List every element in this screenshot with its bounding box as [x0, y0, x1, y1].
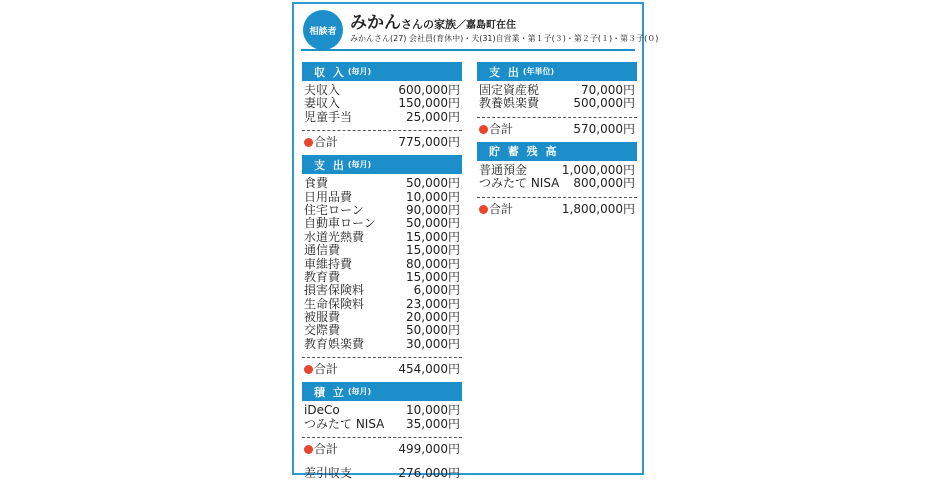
monthly-expense-unit: (毎月) — [347, 160, 372, 170]
list-item: 交際費 50,000円 — [304, 323, 460, 338]
family-members: みかんさん(27) 会社員(育休中)・夫(31)自営業・第１子(３)・第２子(１)・第３子(０) — [350, 34, 659, 43]
list-item: 児童手当 25,000円 — [304, 109, 460, 124]
yearly-expense-title: 支 出 — [489, 65, 521, 79]
consultant-badge: 相談者 — [303, 10, 343, 50]
family-suffix: さんの家族 — [401, 18, 456, 31]
monthly-expense-total: 合計 454,000円 — [302, 362, 462, 376]
bullet-dot-icon — [304, 138, 313, 147]
bullet-dot-icon — [304, 445, 313, 454]
dashed-divider — [477, 117, 637, 118]
list-item: 固定資産税 70,000円 — [479, 83, 635, 97]
right-column — [477, 62, 637, 222]
savings-header — [302, 382, 462, 401]
income-title: 収 入 — [314, 65, 346, 79]
yearly-expense-unit: (年単位) — [522, 67, 555, 76]
income-section — [302, 62, 462, 149]
list-item: 普通預金 1,000,000円 — [479, 162, 635, 177]
deposits-section — [477, 142, 637, 216]
list-item: 被服費 20,000円 — [304, 310, 460, 325]
household-budget-card — [292, 2, 659, 481]
deposits-title: 貯 蓄 残 高 — [489, 145, 559, 159]
dashed-divider — [302, 357, 462, 358]
yearly-expense-header — [477, 62, 637, 81]
income-unit: (毎月) — [347, 67, 372, 76]
list-item: 教育娯楽費 30,000円 — [304, 336, 460, 351]
yearly-expense-section — [477, 62, 637, 136]
monthly-expense-title: 支 出 — [314, 158, 346, 172]
yearly-expense-total: 合計 570,000円 — [477, 122, 637, 136]
net-balance: 差引収支 276,000円 — [304, 466, 460, 481]
list-item: 損害保険料 6,000円 — [304, 283, 460, 298]
list-item: 妻収入 150,000円 — [304, 96, 460, 111]
family-location: ／嘉島町在住 — [456, 20, 516, 31]
left-column — [302, 62, 462, 483]
deposits-total: 合計 1,800,000円 — [477, 202, 637, 216]
list-item: 車維持費 80,000円 — [304, 256, 460, 271]
deposits-header — [477, 142, 637, 161]
income-header — [302, 62, 462, 81]
bullet-dot-icon — [479, 125, 488, 134]
bullet-dot-icon — [479, 205, 488, 214]
list-item: iDeCo 10,000円 — [304, 403, 460, 418]
savings-title: 積 立 — [314, 385, 346, 399]
family-title — [350, 8, 516, 33]
list-item: 水道光熱費 15,000円 — [304, 229, 460, 244]
dashed-divider — [477, 197, 637, 198]
list-item: 生命保険料 23,000円 — [304, 296, 460, 311]
list-item: つみたて NISA 35,000円 — [304, 416, 460, 431]
list-item: 教育費 15,000円 — [304, 269, 460, 284]
dashed-divider — [302, 437, 462, 438]
list-item: 日用品費 10,000円 — [304, 189, 460, 204]
family-name: みかん — [350, 13, 401, 33]
list-item: 通信費 15,000円 — [304, 243, 460, 258]
savings-unit: (毎月) — [347, 387, 372, 397]
list-item: 教養娯楽費 500,000円 — [479, 96, 635, 111]
bullet-dot-icon — [304, 365, 313, 374]
monthly-expense-header — [302, 155, 462, 174]
list-item: 自動車ローン 50,000円 — [304, 216, 460, 231]
income-total: 合計 775,000円 — [302, 135, 462, 149]
monthly-expense-section — [302, 155, 462, 376]
dashed-divider — [302, 130, 462, 131]
savings-section — [302, 382, 462, 480]
list-item: 夫収入 600,000円 — [304, 83, 460, 97]
list-item: つみたて NISA 800,000円 — [479, 176, 635, 191]
list-item: 食費 50,000円 — [304, 176, 460, 191]
list-item: 住宅ローン 90,000円 — [304, 202, 460, 217]
savings-total: 合計 499,000円 — [302, 442, 462, 456]
header-divider — [301, 49, 635, 51]
